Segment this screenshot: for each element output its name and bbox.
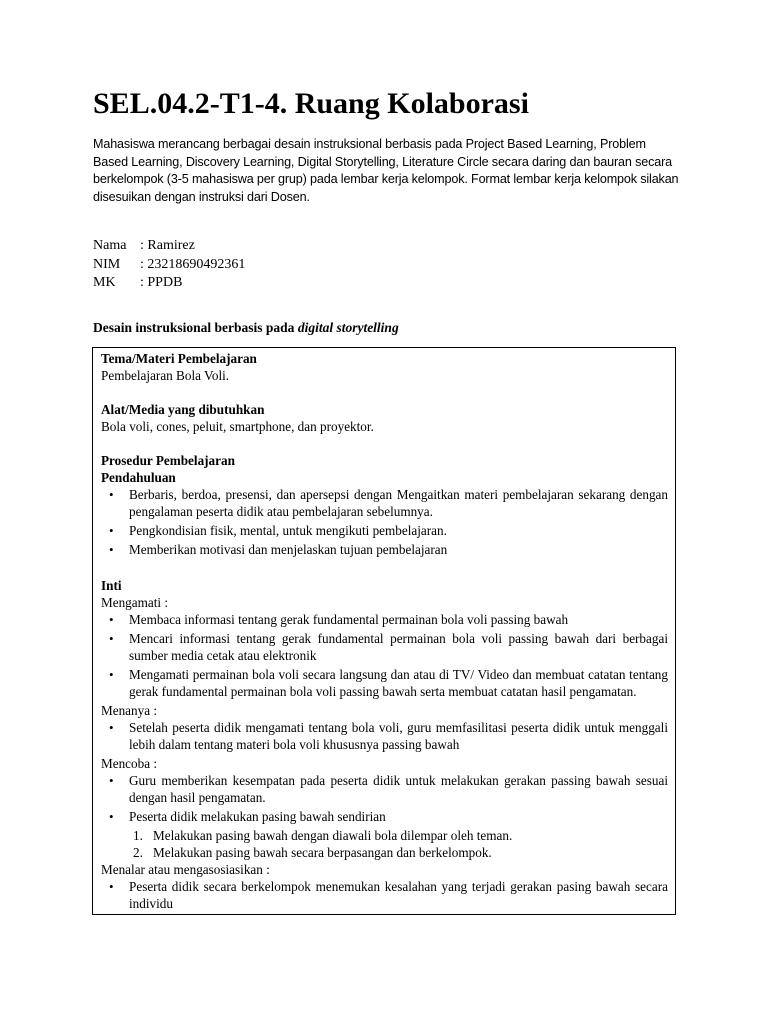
subtitle-emphasis: digital storytelling: [297, 320, 399, 335]
numbered-item: [101, 827, 668, 844]
alat-text: Bola voli, cones, peluit, smartphone, dan proyektor.: [101, 419, 374, 434]
page-title: SEL.04.2-T1-4. Ruang Kolaborasi: [93, 87, 529, 120]
list-item: • Mencari informasi tentang gerak fundamental permainan bola voli passing bawah dari berbagai sumber media cetak atau elektronik: [101, 630, 668, 664]
identity-label: NIM: [93, 256, 121, 272]
menanya-label: Menanya :: [101, 703, 158, 718]
step-text: Melakukan pasing bawah secara berpasangan dan berkelompok.: [153, 845, 492, 860]
list-item: • Berbaris, berdoa, presensi, dan apersepsi dengan Mengaitkan materi pembelajaran sekarang dengan pengalaman peserta didik atau pembelajaran sebelumnya.: [101, 486, 668, 520]
mencoba-steps: [101, 827, 668, 861]
identity-label: Nama: [93, 238, 127, 253]
numbered-item: [101, 844, 668, 861]
mencoba-label: Mencoba :: [101, 756, 158, 771]
step-number: 2.: [133, 845, 143, 860]
identity-row-nim: [93, 256, 245, 275]
step-text: Melakukan pasing bawah dengan diawali bola dilempar oleh teman.: [153, 828, 513, 843]
inti-heading: Inti: [101, 578, 122, 593]
prosedur-heading: Prosedur Pembelajaran: [101, 453, 235, 468]
identity-value: : Ramirez: [140, 238, 195, 253]
alat-heading: Alat/Media yang dibutuhkan: [101, 402, 265, 417]
identity-label: MK: [93, 275, 116, 290]
tema-text: Pembelajaran Bola Voli.: [101, 368, 230, 383]
list-item: • Peserta didik secara berkelompok menemukan kesalahan yang terjadi gerakan pasing bawah secara individu: [101, 878, 668, 912]
list-item: • Guru memberikan kesempatan pada peserta didik untuk melakukan gerakan passing bawah sesuai dengan hasil pengamatan.: [101, 772, 668, 806]
identity-row-mk: [93, 274, 245, 293]
subtitle-prefix: Desain instruksional berbasis pada: [93, 320, 298, 335]
list-item: • Memberikan motivasi dan menjelaskan tujuan pembelajaran: [101, 541, 668, 558]
menanya-list: [101, 719, 668, 753]
pendahuluan-heading: Pendahuluan: [101, 470, 176, 485]
identity-value: : 23218690492361: [140, 256, 246, 272]
step-number: 1.: [133, 828, 143, 843]
menalar-label: Menalar atau mengasosiasikan :: [101, 862, 270, 877]
identity-block: [93, 237, 245, 293]
lesson-plan-box: [92, 347, 676, 915]
mengamati-list: [101, 611, 668, 700]
identity-value: : PPDB: [140, 275, 183, 290]
menalar-list: [101, 878, 668, 912]
mengamati-label: Mengamati :: [101, 595, 169, 610]
list-item: • Membaca informasi tentang gerak fundamental permainan bola voli passing bawah: [101, 611, 668, 628]
identity-row-nama: [93, 237, 245, 256]
list-item: • Peserta didik melakukan pasing bawah sendirian: [101, 808, 668, 825]
tema-heading: Tema/Materi Pembelajaran: [101, 351, 257, 366]
section-subtitle: [93, 320, 399, 336]
list-item: • Setelah peserta didik mengamati tentang bola voli, guru memfasilitasi peserta didik untuk menggali lebih dalam tentang materi bola voli khususnya passing bawah: [101, 719, 668, 753]
list-item: • Pengkondisian fisik, mental, untuk mengikuti pembelajaran.: [101, 522, 668, 539]
pendahuluan-list: [101, 486, 668, 558]
intro-paragraph: Mahasiswa merancang berbagai desain instruksional berbasis pada Project Based Learning, Problem Based Learning, Discovery Learning, Digital Storytelling, Literature Circle secara daring dan bauran secara berkelompok (3-5 mahasiswa per grup) pada lembar kerja kelompok. Format lembar kerja kelompok silakan disesuikan dengan instruksi dari Dosen.: [93, 137, 679, 204]
mencoba-list: [101, 772, 668, 825]
list-item: • Mengamati permainan bola voli secara langsung dan atau di TV/ Video dan membuat catatan tentang gerak fundamental permainan bola voli passing bawah serta membuat catatan hasil pengamatan.: [101, 666, 668, 700]
